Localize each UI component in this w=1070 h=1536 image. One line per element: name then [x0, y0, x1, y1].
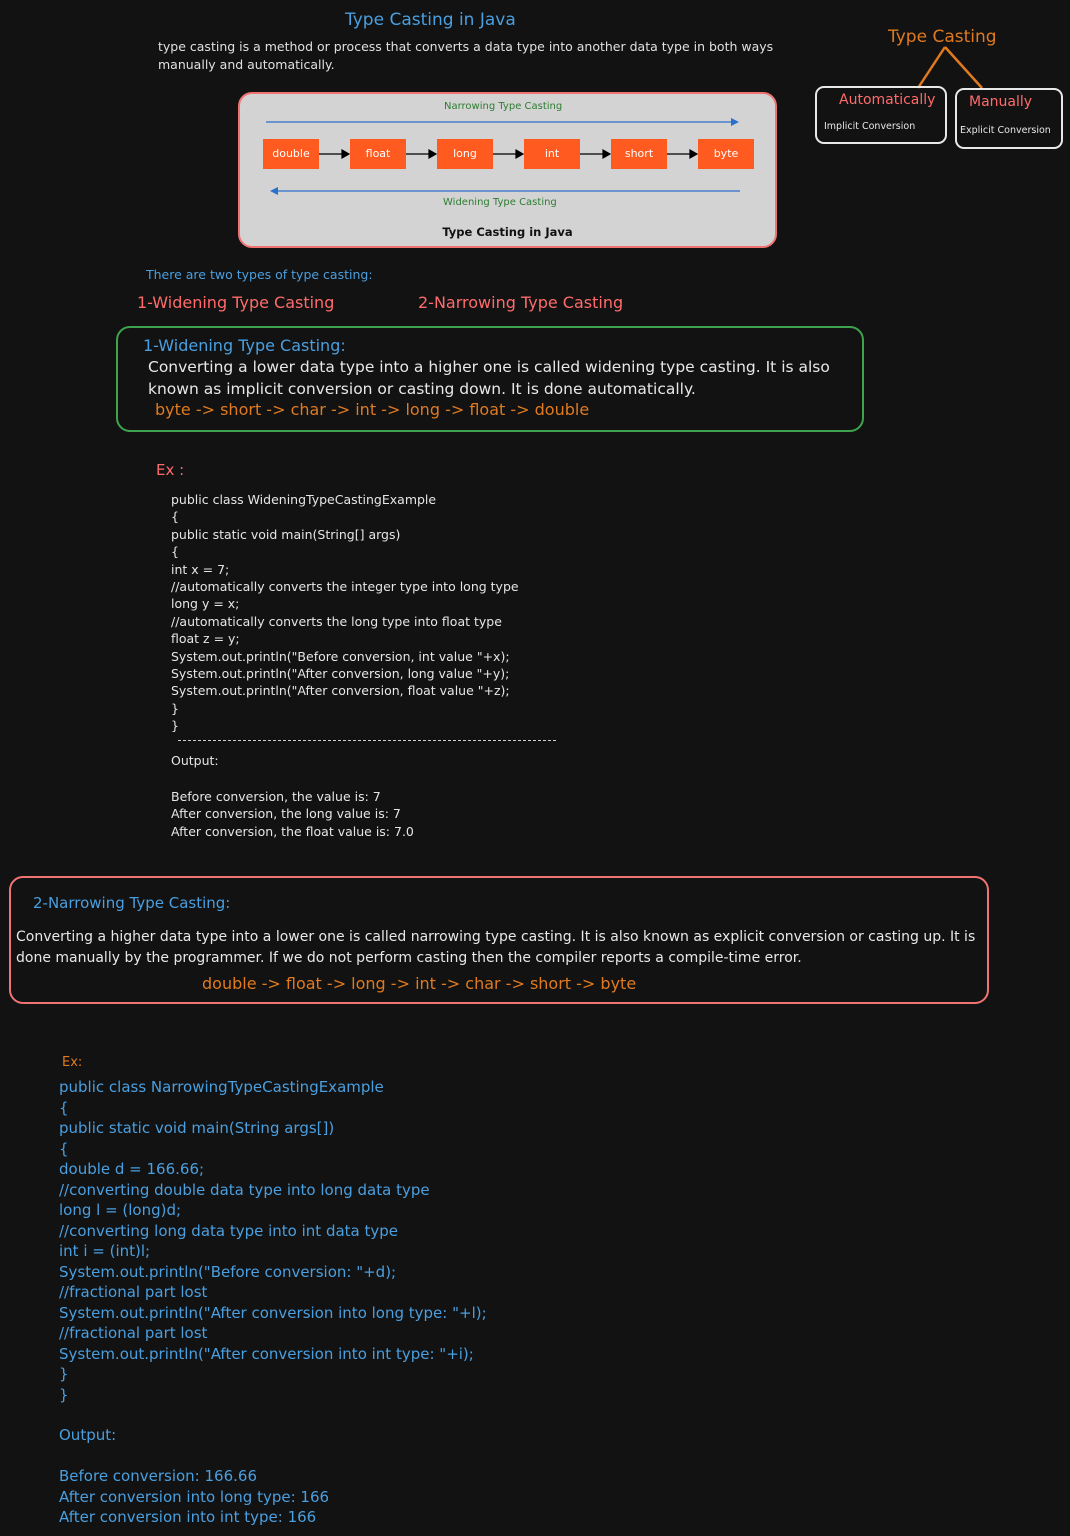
example2-output-label: Output: [59, 1426, 117, 1444]
intro-text: type casting is a method or process that converts a data type into another data type in both ways manually and automatically. [158, 39, 774, 72]
tree-root-label: Type Casting [888, 27, 997, 47]
diagram-box-int: int [524, 139, 580, 169]
example1-output: Before conversion, the value is: 7 After conversion, the long value is: 7 After conversion, the float value is: 7.0 [171, 789, 414, 839]
diagram-box-byte: byte [698, 139, 754, 169]
diagram-box-float: float [350, 139, 406, 169]
example1-code: public class WideningTypeCastingExample { public static void main(String[] args) { int x = 7; //automatically converts the integer type into long type long y = x; //automatically converts the long type into float type float z = y; System.out.println("Before conversion, int value "+x); System.out.println("After conversion, long value "+y); System.out.println("After conversion, float value "+z); } } [171, 492, 519, 734]
manual-node [955, 88, 1063, 149]
diagram-caption: Type Casting in Java [442, 225, 573, 239]
example2-label: Ex: [62, 1055, 83, 1070]
narrowing-heading: 2-Narrowing Type Casting [418, 293, 624, 312]
widening-description: Converting a lower data type into a higher one is called widening type casting. It is also known as implicit conversion or casting down. It is done automatically. [148, 358, 830, 398]
automatic-node [815, 86, 947, 144]
page-title: Type Casting in Java [345, 10, 516, 30]
example1-divider [178, 740, 556, 741]
narrowing-title: 2-Narrowing Type Casting: [33, 894, 231, 912]
diagram-box-short: short [611, 139, 667, 169]
type-casting-diagram [238, 92, 777, 248]
example2-code: public class NarrowingTypeCastingExample { public static void main(String args[]) { double d = 166.66; //converting double data type into long data type long l = (long)d; //converting long data type into int data type int i = (int)l; System.out.println("Before conversion: "+d); //fractional part lost System.out.println("After conversion into long type: "+l); //fractional part lost System.out.println("After conversion into int type: "+i); } } [59, 1078, 487, 1404]
diagram-arrows [240, 94, 775, 246]
diagram-box-long: long [437, 139, 493, 169]
diagram-box-double: double [263, 139, 319, 169]
manual-subtitle: Explicit Conversion [960, 125, 1051, 136]
narrowing-description: Converting a higher data type into a lower one is called narrowing type casting. It is also known as explicit conversion or casting up. It is done manually by the programmer. If we do not perform casting then the compiler reports a compile-time error. [16, 929, 976, 966]
example1-label: Ex : [156, 461, 185, 479]
example1-output-label: Output: [171, 753, 219, 768]
automatic-title: Automatically [839, 92, 936, 108]
narrowing-label: Narrowing Type Casting [444, 101, 563, 112]
widening-label: Widening Type Casting [443, 197, 557, 208]
widening-heading: 1-Widening Type Casting [137, 293, 335, 312]
manual-title: Manually [969, 94, 1033, 110]
widening-chain: byte -> short -> char -> int -> long -> float -> double [155, 400, 590, 419]
widening-title: 1-Widening Type Casting: [143, 336, 346, 355]
automatic-subtitle: Implicit Conversion [824, 121, 916, 132]
example2-output: Before conversion: 166.66 After conversion into long type: 166 After conversion into int type: 166 [59, 1467, 330, 1526]
narrowing-chain: double -> float -> long -> int -> char -> short -> byte [202, 974, 637, 993]
two-types-text: There are two types of type casting: [146, 267, 373, 282]
